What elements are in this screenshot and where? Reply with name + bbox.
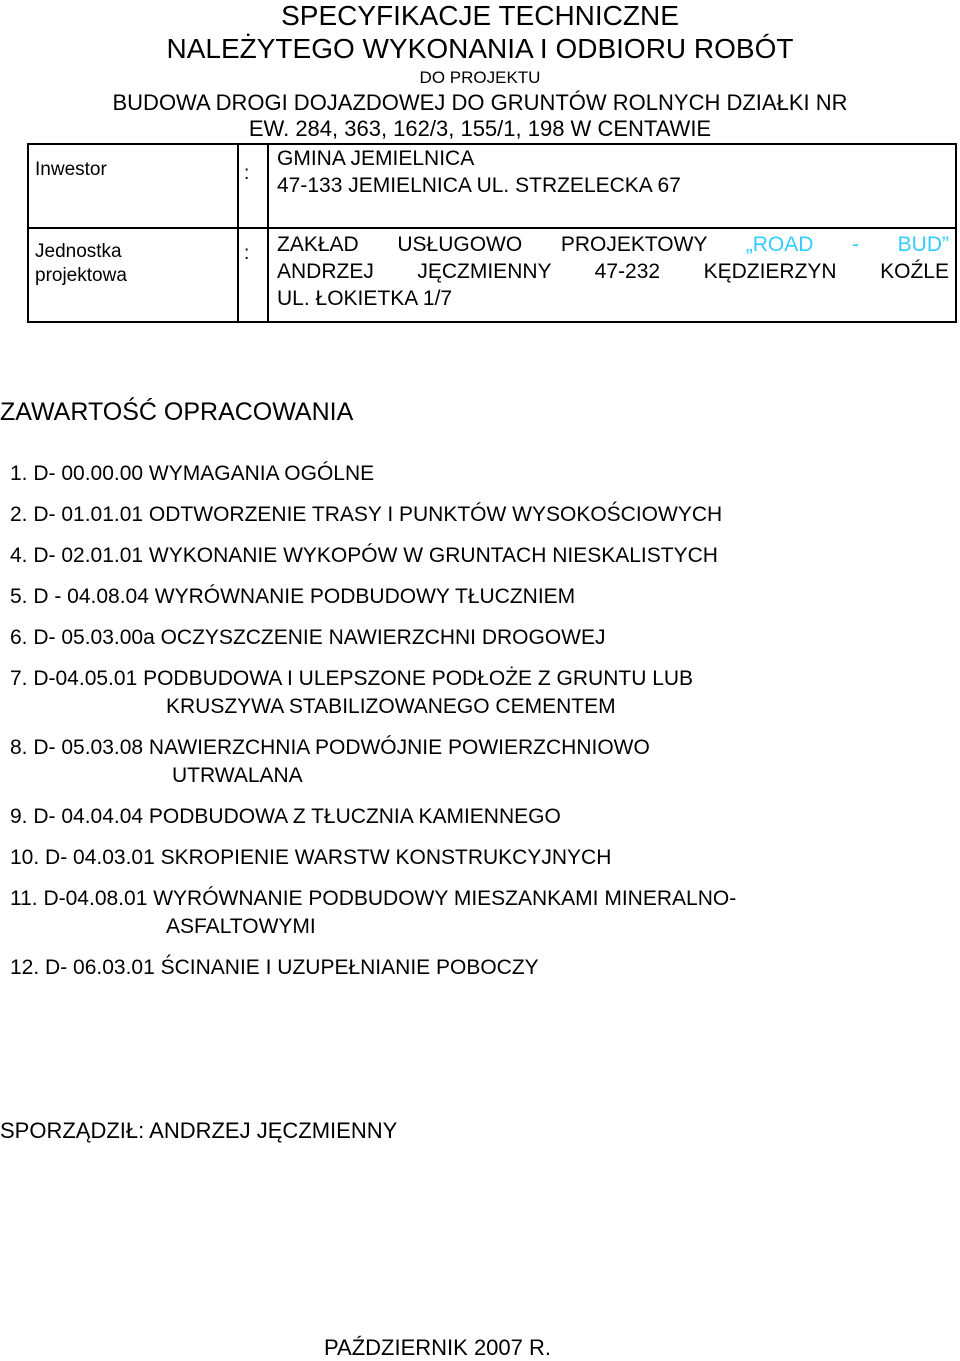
prepared-by: SPORZĄDZIŁ: ANDRZEJ JĘCZMIENNY [0,1118,398,1143]
design-unit-word: 47-232 [594,260,661,283]
contents-item-continuation: KRUSZYWA STABILIZOWANEGO CEMENTEM [166,695,616,718]
document-title-line-2: NALEŻYTEGO WYKONANIA I ODBIORU ROBÓT [166,33,794,64]
document-subtitle: DO PROJEKTU [419,68,541,87]
investor-colon: : [244,163,250,184]
info-table [27,143,957,323]
contents-heading: ZAWARTOŚĆ OPRACOWANIA [0,398,354,426]
table-column-divider [267,145,269,321]
contents-item: 6. D- 05.03.00a OCZYSZCZENIE NAWIERZCHNI DROGOWEJ [10,626,606,649]
design-unit-word: KĘDZIERZYN [703,260,837,283]
document-title-line-1: SPECYFIKACJE TECHNICZNE [281,0,679,31]
project-name-line-1: BUDOWA DROGI DOJAZDOWEJ DO GRUNTÓW ROLNYCH DZIAŁKI NR [112,90,848,115]
investor-name: GMINA JEMIELNICA [277,147,475,170]
contents-item: 8. D- 05.03.08 NAWIERZCHNIA PODWÓJNIE POWIERZCHNIOWO [10,736,650,759]
investor-address: 47-133 JEMIELNICA UL. STRZELECKA 67 [277,174,681,197]
design-unit-word: KOŹLE [880,260,949,283]
investor-label: Inwestor [35,159,107,180]
design-unit-colon: : [244,243,250,264]
design-unit-address: UL. ŁOKIETKA 1/7 [277,287,453,310]
company-brand-name: „ROAD - BUD” [745,233,949,256]
design-unit-name-line-1 [277,231,949,259]
design-unit-word: ANDRZEJ [277,260,374,283]
contents-item: 1. D- 00.00.00 WYMAGANIA OGÓLNE [10,462,375,485]
contents-item-continuation: UTRWALANA [172,764,303,787]
design-unit-word: PROJEKTOWY [560,233,708,256]
project-name-line-2: EW. 284, 363, 162/3, 155/1, 198 W CENTAWIE [248,116,712,141]
contents-item: 9. D- 04.04.04 PODBUDOWA Z TŁUCZNIA KAMIENNEGO [10,805,561,828]
design-unit-word: ZAKŁAD [277,233,359,256]
contents-item: 2. D- 01.01.01 ODTWORZENIE TRASY I PUNKTÓW WYSOKOŚCIOWYCH [10,503,723,526]
design-unit-word: JĘCZMIENNY [417,260,552,283]
contents-item: 5. D - 04.08.04 WYRÓWNANIE PODBUDOWY TŁUCZNIEM [10,585,576,608]
contents-item: 10. D- 04.03.01 SKROPIENIE WARSTW KONSTRUKCYJNYCH [10,846,612,869]
contents-item: 4. D- 02.01.01 WYKONANIE WYKOPÓW W GRUNTACH NIESKALISTYCH [10,544,718,567]
document-date: PAŹDZIERNIK 2007 R. [324,1335,551,1360]
contents-item: 11. D-04.08.01 WYRÓWNANIE PODBUDOWY MIESZANKAMI MINERALNO- [10,887,737,910]
design-unit-word: USŁUGOWO [397,233,523,256]
table-row-divider [29,227,955,229]
table-column-divider [237,145,239,321]
design-unit-name-line-2 [277,258,949,286]
design-unit-label-line-1: Jednostka [35,241,122,262]
design-unit-label-line-2: projektowa [35,265,127,286]
contents-item-continuation: ASFALTOWYMI [166,915,316,938]
contents-item: 12. D- 06.03.01 ŚCINANIE I UZUPEŁNIANIE POBOCZY [10,956,539,979]
contents-item: 7. D-04.05.01 PODBUDOWA I ULEPSZONE PODŁOŻE Z GRUNTU LUB [10,667,694,690]
